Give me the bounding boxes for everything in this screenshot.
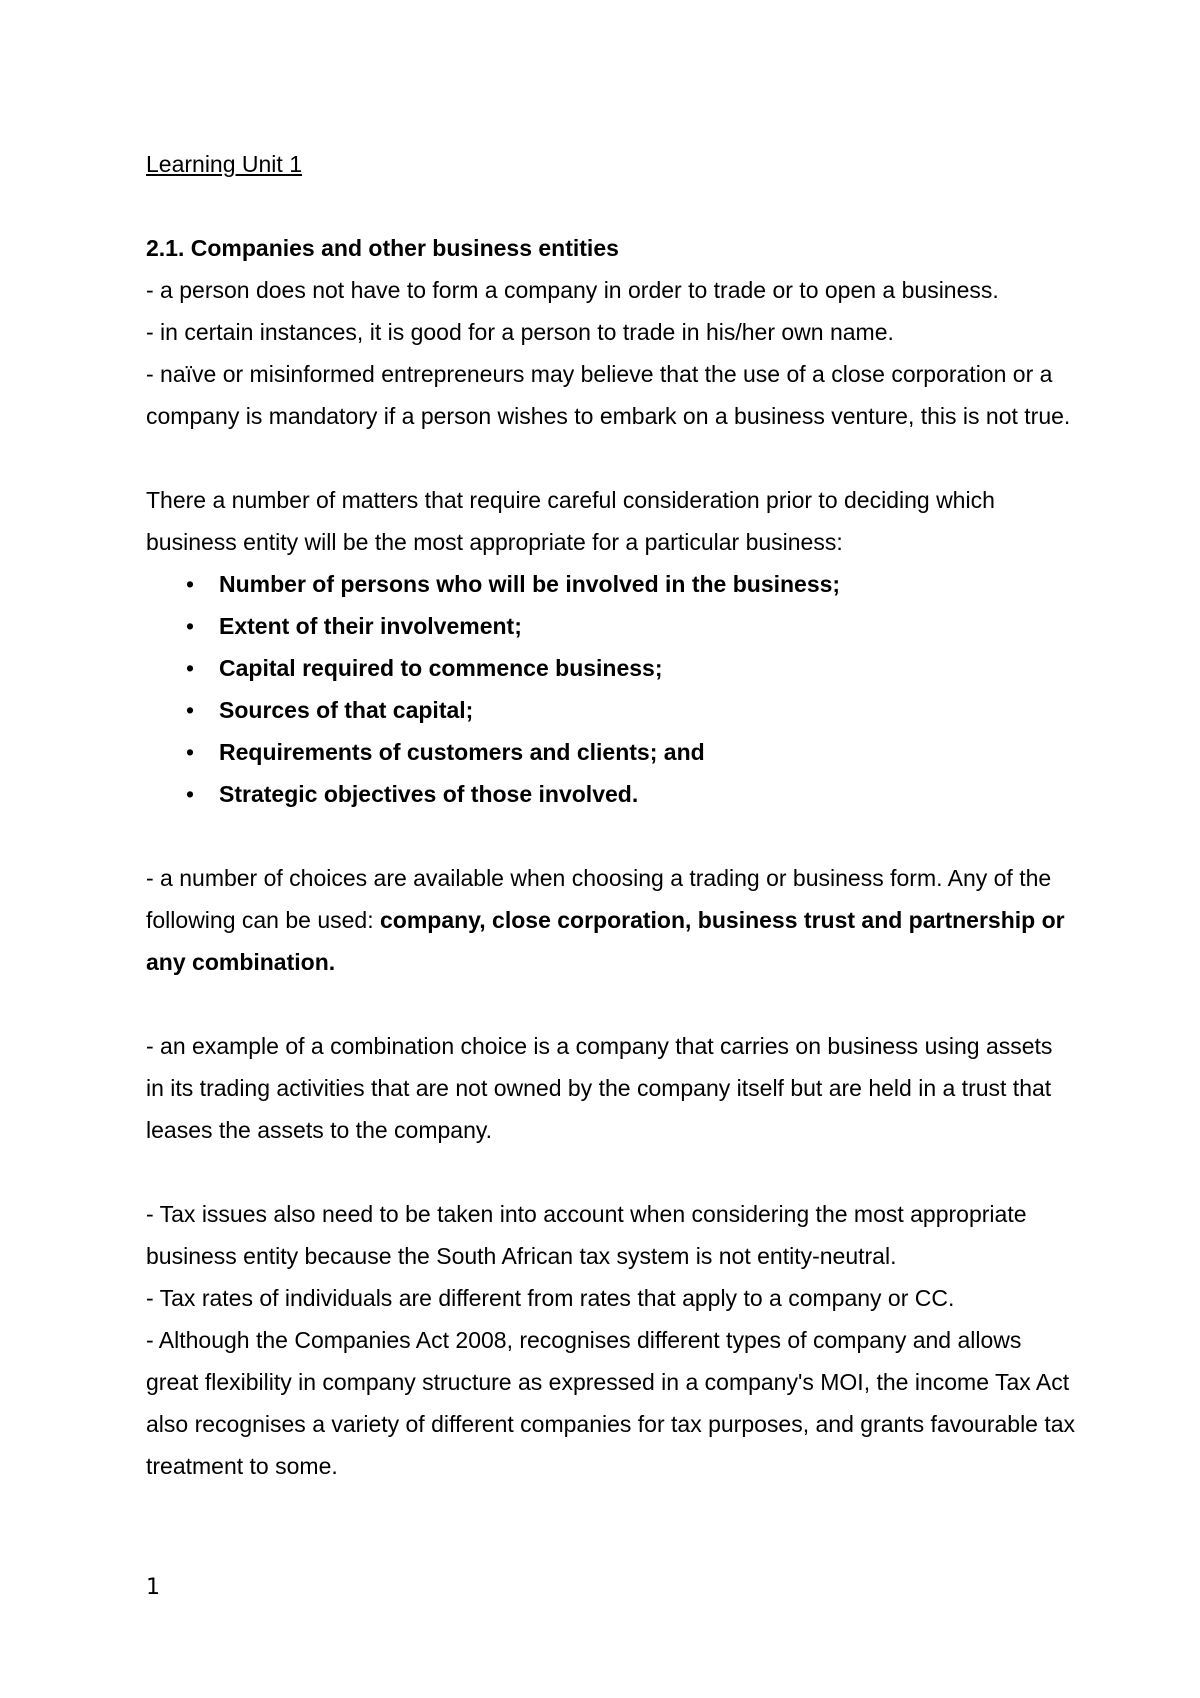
- list-item: [146, 605, 1076, 647]
- list-item: [146, 731, 1076, 773]
- document-body: [146, 143, 1076, 1487]
- choices-paragraph: [146, 857, 1076, 983]
- list-item-text: Requirements of customers and clients; and: [219, 739, 705, 765]
- tax-line-1: - Tax issues also need to be taken into account when considering the most appropriate business entity because the South African tax system is not entity-neutral.: [146, 1201, 1027, 1269]
- list-item-text: Strategic objectives of those involved.: [219, 781, 639, 807]
- bullet-icon: •: [186, 697, 195, 723]
- bullet-icon: •: [186, 655, 195, 681]
- paragraph-gap: [146, 1151, 1076, 1193]
- choices-text: - a number of choices are available when choosing a trading or business form. Any of the following can be used:: [146, 865, 1052, 933]
- list-item: [146, 773, 1076, 815]
- unit-title: Learning Unit 1: [146, 151, 302, 177]
- list-item: [146, 563, 1076, 605]
- matters-intro: There a number of matters that require careful consideration prior to deciding which business entity will be the most appropriate for a particular business:: [146, 487, 995, 555]
- tax-line-3: - Although the Companies Act 2008, recognises different types of company and allows great flexibility in company structure as expressed in a company's MOI, the income Tax Act also recognises a variety of different companies for tax purposes, and grants favourable tax treatment to some.: [146, 1327, 1076, 1479]
- bullet-icon: •: [186, 739, 195, 765]
- paragraph-gap: [146, 437, 1076, 479]
- choices-bold-text: company, close corporation, business trust and partnership or any combination.: [146, 907, 1065, 975]
- intro-line-3: - naïve or misinformed entrepreneurs may believe that the use of a close corporation or a company is mandatory if a person wishes to embark on a business venture, this is not true.: [146, 361, 1071, 429]
- paragraph-gap: [146, 983, 1076, 1025]
- bullet-icon: •: [186, 613, 195, 639]
- paragraph-gap: [146, 815, 1076, 857]
- intro-line-2: - in certain instances, it is good for a person to trade in his/her own name.: [146, 319, 894, 345]
- list-item-text: Number of persons who will be involved in the business;: [219, 571, 841, 597]
- list-item: [146, 689, 1076, 731]
- list-item-text: Capital required to commence business;: [219, 655, 663, 681]
- bullet-icon: •: [186, 571, 195, 597]
- list-item-text: Extent of their involvement;: [219, 613, 522, 639]
- list-item: [146, 647, 1076, 689]
- considerations-list: [146, 563, 1076, 815]
- bullet-icon: •: [186, 781, 195, 807]
- example-paragraph: - an example of a combination choice is a company that carries on business using assets in its trading activities that are not owned by the company itself but are held in a trust that leases the assets to the company.: [146, 1033, 1053, 1143]
- intro-line-1: - a person does not have to form a company in order to trade or to open a business.: [146, 277, 999, 303]
- page-number: 1: [146, 1575, 160, 1600]
- list-item-text: Sources of that capital;: [219, 697, 474, 723]
- section-heading: 2.1. Companies and other business entities: [146, 235, 619, 261]
- tax-line-2: - Tax rates of individuals are different from rates that apply to a company or CC.: [146, 1285, 955, 1311]
